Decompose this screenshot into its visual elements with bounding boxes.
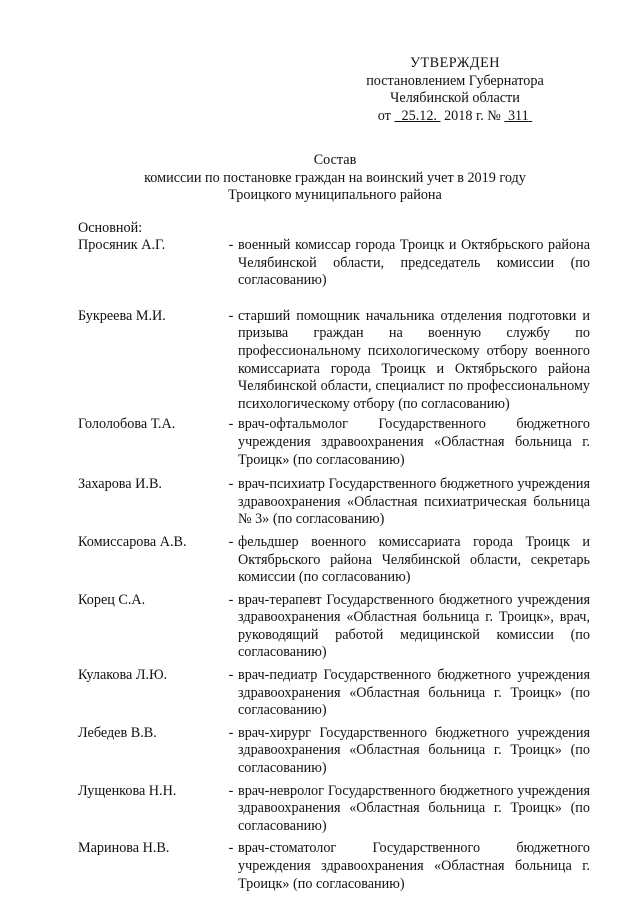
approval-line-3: Челябинской области bbox=[390, 90, 520, 107]
member-row bbox=[78, 476, 588, 529]
member-row bbox=[78, 725, 588, 778]
member-row bbox=[78, 667, 588, 720]
member-name: Захарова И.В. bbox=[78, 476, 162, 493]
member-description: врач-терапевт Государственного бюджетного учреждения здравоохранения «Областная больница г. Троицк», врач, руководящий работой медицинской комиссии (по согласованию) bbox=[238, 591, 590, 661]
member-row bbox=[78, 592, 588, 662]
member-description: врач-невролог Государственного бюджетного учреждения здравоохранения «Областная больница г. Троицк» (по согласованию) bbox=[238, 782, 590, 834]
dash: - bbox=[228, 416, 234, 433]
member-row bbox=[78, 534, 588, 587]
approval-year: 2018 г. № bbox=[444, 107, 501, 124]
dash: - bbox=[228, 533, 234, 550]
member-row bbox=[78, 308, 588, 414]
approval-date bbox=[394, 108, 440, 124]
dash: - bbox=[228, 476, 234, 493]
approval-number-value: 311 bbox=[507, 107, 529, 124]
title-line-1: Состав bbox=[313, 152, 357, 168]
member-row bbox=[78, 237, 588, 290]
date-prefix: от bbox=[377, 107, 391, 124]
member-name: Комиссарова А.В. bbox=[78, 533, 187, 550]
title-line-3: Троицкого муниципального района bbox=[228, 187, 442, 204]
dash: - bbox=[228, 782, 234, 799]
dash: - bbox=[228, 237, 234, 253]
dash: - bbox=[228, 724, 234, 741]
member-description: врач-психиатр Государственного бюджетного учреждения здравоохранения «Областная психиатрическая больница № 3» (по согласованию) bbox=[238, 476, 590, 528]
member-name: Корец С.А. bbox=[78, 591, 146, 608]
member-name: Просяник А.Г. bbox=[78, 237, 166, 253]
dash: - bbox=[228, 667, 234, 684]
approval-block bbox=[340, 55, 570, 125]
member-name: Букреева М.И. bbox=[78, 307, 166, 324]
member-description: врач-стоматолог Государственного бюджетного учреждения здравоохранения «Областная больница г. Троицк» (по согласованию) bbox=[238, 840, 590, 892]
section-label: Основной: bbox=[78, 220, 143, 236]
member-name: Маринова Н.В. bbox=[78, 840, 170, 857]
member-description: военный комиссар города Троицк и Октябрьского района Челябинской области, председатель комиссии (по согласованию) bbox=[238, 237, 590, 289]
document-title bbox=[0, 152, 640, 205]
member-description: старший помощник начальника отделения подготовки и призыва граждан на военную службу по профессиональному психологическому отбору военного комиссариата города Троицк и Октябрьского района Челябинской области, специалист по профессиональному психологическому отбору (по согласованию) bbox=[238, 307, 590, 412]
title-line-2: комиссии по постановке граждан на воинский учет в 2019 году bbox=[144, 169, 526, 186]
member-description: врач-педиатр Государственного бюджетного учреждения здравоохранения «Областная больница г. Троицк» (по согласованию) bbox=[238, 667, 590, 719]
member-row bbox=[78, 416, 588, 469]
member-name: Кулакова Л.Ю. bbox=[78, 667, 168, 684]
member-description: врач-хирург Государственного бюджетного учреждения здравоохранения «Областная больница г. Троицк» (по согласованию) bbox=[238, 724, 590, 777]
dash: - bbox=[228, 591, 234, 608]
approval-date-line bbox=[340, 108, 570, 126]
approval-number bbox=[504, 108, 532, 124]
member-row bbox=[78, 840, 588, 893]
member-description: врач-офтальмолог Государственного бюджетного учреждения здравоохранения «Областная больница г. Троицк» (по согласованию) bbox=[238, 416, 590, 468]
approval-heading: УТВЕРЖДЕН bbox=[409, 55, 501, 71]
member-name: Лущенкова Н.Н. bbox=[78, 782, 177, 799]
dash: - bbox=[228, 840, 234, 857]
member-name: Гололобова Т.А. bbox=[78, 416, 176, 433]
member-name: Лебедев В.В. bbox=[78, 724, 157, 741]
approval-line-2: постановлением Губернатора bbox=[366, 72, 544, 89]
approval-date-value: 25.12. bbox=[401, 107, 437, 124]
member-description: фельдшер военного комиссариата города Троицк и Октябрьского района Челябинской области, секретарь комиссии (по согласованию) bbox=[238, 533, 590, 586]
dash: - bbox=[228, 307, 234, 324]
members-list bbox=[78, 237, 588, 893]
member-row bbox=[78, 783, 588, 836]
